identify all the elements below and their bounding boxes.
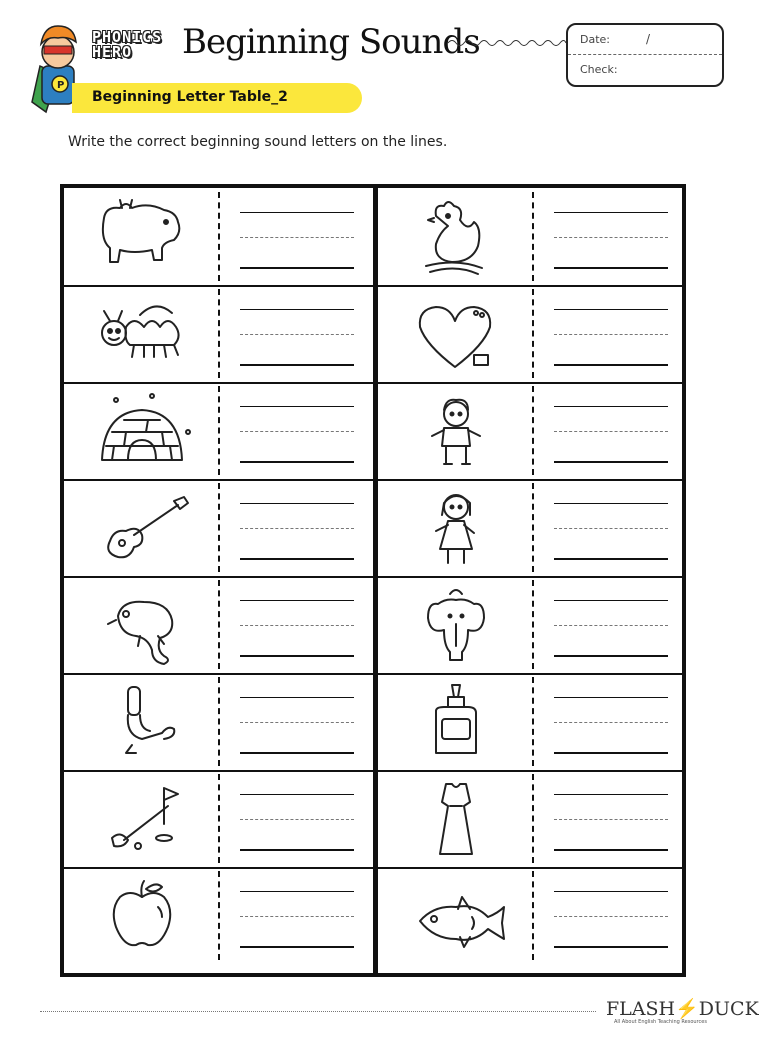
worksheet-table (60, 184, 686, 977)
date-check-box (566, 23, 724, 87)
writing-line-middle (554, 528, 668, 529)
writing-line-middle (554, 431, 668, 432)
writing-lines[interactable] (554, 600, 668, 658)
apple-icon (64, 867, 218, 964)
writing-line-middle (554, 722, 668, 723)
writing-line-middle (554, 819, 668, 820)
worksheet-cell (64, 770, 373, 869)
cell-dashed-divider (218, 483, 220, 572)
golf-icon (64, 770, 218, 867)
cell-dashed-divider (218, 871, 220, 960)
writing-lines[interactable] (240, 600, 354, 658)
cell-dashed-divider (218, 289, 220, 378)
hippo-icon (64, 188, 218, 285)
hen-icon (378, 188, 532, 285)
writing-line-top (554, 309, 668, 310)
igloo-icon (64, 382, 218, 479)
worksheet-cell (64, 673, 373, 772)
writing-lines[interactable] (554, 891, 668, 949)
worksheet-cell (64, 576, 373, 675)
writing-line-top (240, 406, 354, 407)
writing-line-middle (554, 625, 668, 626)
writing-line-base (240, 752, 354, 754)
writing-line-top (554, 794, 668, 795)
cell-dashed-divider (532, 871, 534, 960)
squiggle-decoration (448, 36, 566, 50)
elephant-icon (378, 576, 532, 673)
cell-dashed-divider (532, 192, 534, 281)
date-label: Date: (580, 33, 610, 46)
cell-dashed-divider (532, 774, 534, 863)
svg-text:P: P (57, 80, 65, 91)
phonics-hero-logo (92, 30, 180, 60)
writing-line-top (554, 891, 668, 892)
writing-lines[interactable] (240, 794, 354, 852)
worksheet-cell (64, 382, 373, 481)
writing-lines[interactable] (554, 503, 668, 561)
writing-line-base (240, 655, 354, 657)
writing-line-base (554, 946, 668, 948)
worksheet-cell (64, 479, 373, 578)
writing-line-top (554, 600, 668, 601)
guitar-icon (64, 479, 218, 576)
writing-lines[interactable] (240, 891, 354, 949)
worksheet-cell (64, 188, 373, 287)
brand-tagline: All About English Teaching Resources (614, 1019, 707, 1025)
writing-lines[interactable] (240, 406, 354, 464)
writing-lines[interactable] (554, 406, 668, 464)
worksheet-cell (64, 867, 373, 964)
writing-lines[interactable] (554, 309, 668, 367)
subtitle-banner (72, 83, 362, 113)
lightning-icon: ⚡ (675, 998, 699, 1020)
subtitle: Beginning Letter Table_2 (92, 89, 288, 105)
writing-lines[interactable] (240, 697, 354, 755)
writing-line-base (240, 849, 354, 851)
footer-dotted-line (40, 1011, 596, 1012)
writing-line-middle (240, 528, 354, 529)
instructions: Write the correct beginning sound letters on the lines. (68, 134, 448, 150)
writing-line-base (240, 461, 354, 463)
girl-icon (378, 479, 532, 576)
worksheet-cell (378, 576, 682, 675)
writing-line-top (554, 406, 668, 407)
writing-line-base (240, 267, 354, 269)
worksheet-cell (64, 285, 373, 384)
boy-icon (378, 382, 532, 479)
writing-line-middle (240, 625, 354, 626)
worksheet-cell (378, 188, 682, 287)
cell-dashed-divider (218, 386, 220, 475)
writing-lines[interactable] (240, 309, 354, 367)
caterpillar-icon (64, 285, 218, 382)
writing-line-base (554, 752, 668, 754)
writing-line-top (240, 794, 354, 795)
writing-line-middle (554, 237, 668, 238)
writing-line-top (240, 309, 354, 310)
cell-dashed-divider (218, 192, 220, 281)
writing-line-top (240, 212, 354, 213)
writing-line-base (554, 849, 668, 851)
fish-icon (378, 867, 532, 964)
logo-line-1: PHONICS (92, 28, 163, 46)
date-slash: / (646, 32, 651, 46)
writing-line-top (554, 212, 668, 213)
heart-icon (378, 285, 532, 382)
writing-line-top (240, 503, 354, 504)
writing-line-base (240, 364, 354, 366)
writing-line-base (554, 364, 668, 366)
chameleon-icon (64, 576, 218, 673)
worksheet-cell (378, 770, 682, 869)
page-title: Beginning Sounds (182, 22, 480, 62)
writing-lines[interactable] (240, 503, 354, 561)
writing-line-middle (240, 819, 354, 820)
logo-line-2: HERO (92, 43, 133, 61)
worksheet-cell (378, 382, 682, 481)
writing-line-top (240, 697, 354, 698)
brand-duck: DUCK (698, 998, 759, 1020)
writing-line-middle (240, 237, 354, 238)
writing-line-base (554, 558, 668, 560)
writing-line-middle (240, 916, 354, 917)
cell-dashed-divider (218, 677, 220, 766)
writing-line-top (240, 600, 354, 601)
writing-lines[interactable] (554, 697, 668, 755)
cell-dashed-divider (532, 677, 534, 766)
glue-icon (378, 673, 532, 770)
writing-line-base (554, 267, 668, 269)
worksheet-cell (378, 673, 682, 772)
cell-dashed-divider (532, 580, 534, 669)
date-box-divider (568, 54, 722, 55)
cell-dashed-divider (218, 580, 220, 669)
brand-flash: FLASH (606, 998, 676, 1020)
writing-line-base (240, 946, 354, 948)
worksheet-cell (378, 285, 682, 384)
dress-icon (378, 770, 532, 867)
writing-line-middle (240, 334, 354, 335)
writing-line-top (554, 697, 668, 698)
arm-icon (64, 673, 218, 770)
writing-line-middle (554, 916, 668, 917)
cell-dashed-divider (532, 386, 534, 475)
writing-line-base (554, 655, 668, 657)
cell-dashed-divider (532, 289, 534, 378)
worksheet-cell (378, 479, 682, 578)
writing-lines[interactable] (554, 212, 668, 270)
writing-line-middle (240, 722, 354, 723)
writing-line-middle (240, 431, 354, 432)
worksheet-cell (378, 867, 682, 964)
writing-line-base (240, 558, 354, 560)
writing-line-top (554, 503, 668, 504)
writing-lines[interactable] (554, 794, 668, 852)
cell-dashed-divider (532, 483, 534, 572)
writing-line-top (240, 891, 354, 892)
check-label: Check: (580, 63, 618, 76)
writing-line-middle (554, 334, 668, 335)
writing-line-base (554, 461, 668, 463)
writing-lines[interactable] (240, 212, 354, 270)
cell-dashed-divider (218, 774, 220, 863)
flashduck-logo (606, 997, 759, 1025)
